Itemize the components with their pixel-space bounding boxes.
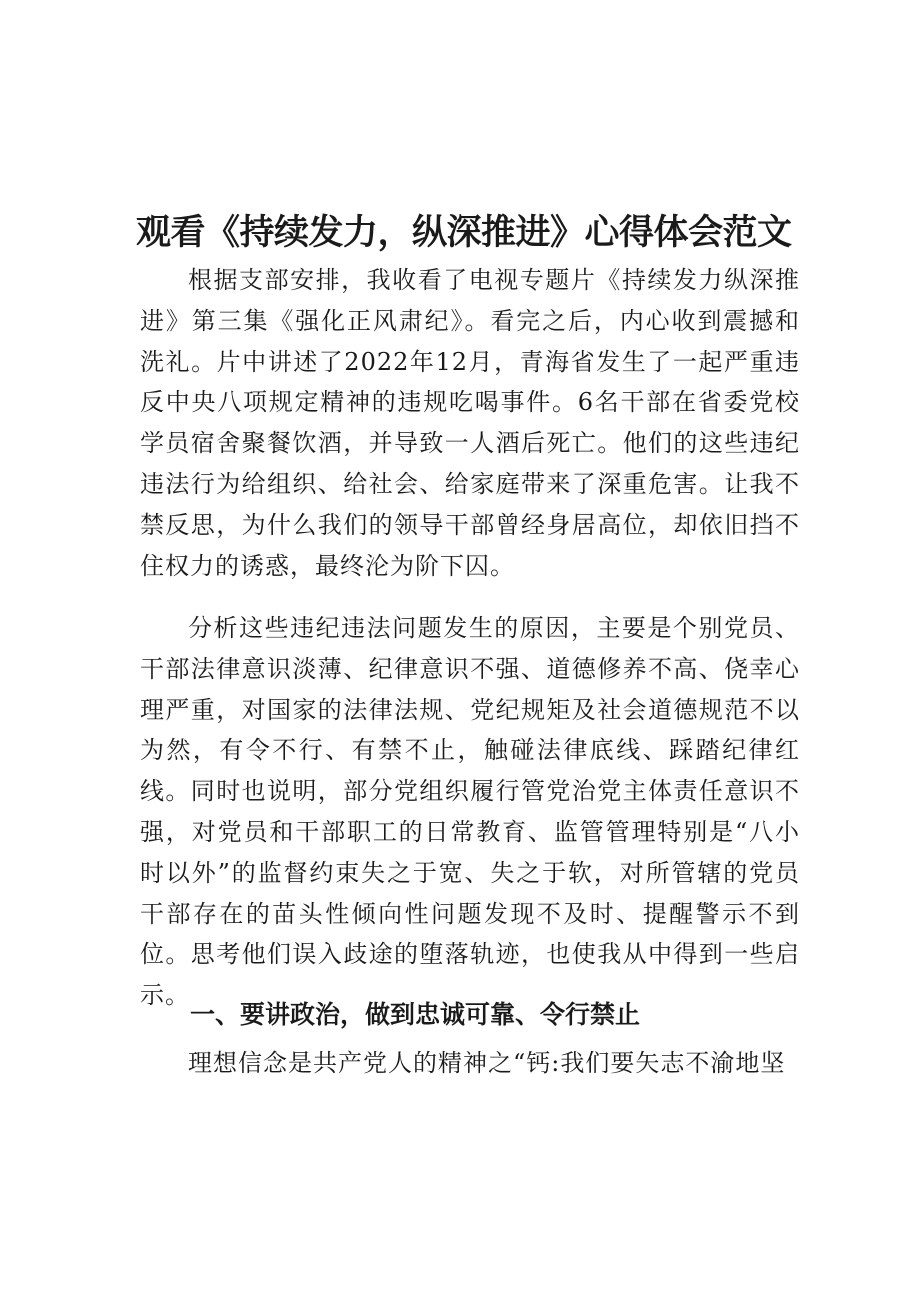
paragraph-2: 分析这些违纪违法问题发生的原因，主要是个别党员、干部法律意识淡薄、纪律意识不强、道德修养不高、侥幸心理严重，对国家的法律法规、党纪规矩及社会道德规范不以为然，有令不行、有禁不止，触碰法律底线、踩踏纪律红线。同时也说明，部分党组织履行管党治党主体责任意识不强，对党员和干部职工的日常教育、监管管理特别是“八小时以外”的监督约束失之于宽、失之于软，对所管辖的党员干部存在的苗头性倾向性问题发现不及时、提醒警示不到位。思考他们误入歧途的堕落轨迹，也使我从中得到一些启示。 [140,614,800,1010]
paragraph-1: 根据支部安排，我收看了电视专题片《持续发力纵深推进》第三集《强化正风肃纪》。看完之后，内心收到震撼和洗礼。片中讲述了2022年12月，青海省发生了一起严重违反中央八项规定精神的违规吃喝事件。6名干部在省委党校学员宿舍聚餐饮酒，并导致一人酒后死亡。他们的这些违纪违法行为给组织、给社会、给家庭带来了深重危害。让我不禁反思，为什么我们的领导干部曾经身居高位，却依旧挡不住权力的诱惑，最终沦为阶下囚。 [140,266,800,580]
document-title: 观看《持续发力，纵深推进》心得体会范文 [136,213,792,253]
section-heading-1: 一、要讲政治，做到忠诚可靠、令行禁止 [190,1000,641,1029]
paragraph-3: 理想信念是共产党人的精神之“钙:我们要矢志不渝地坚 [188,1049,786,1077]
